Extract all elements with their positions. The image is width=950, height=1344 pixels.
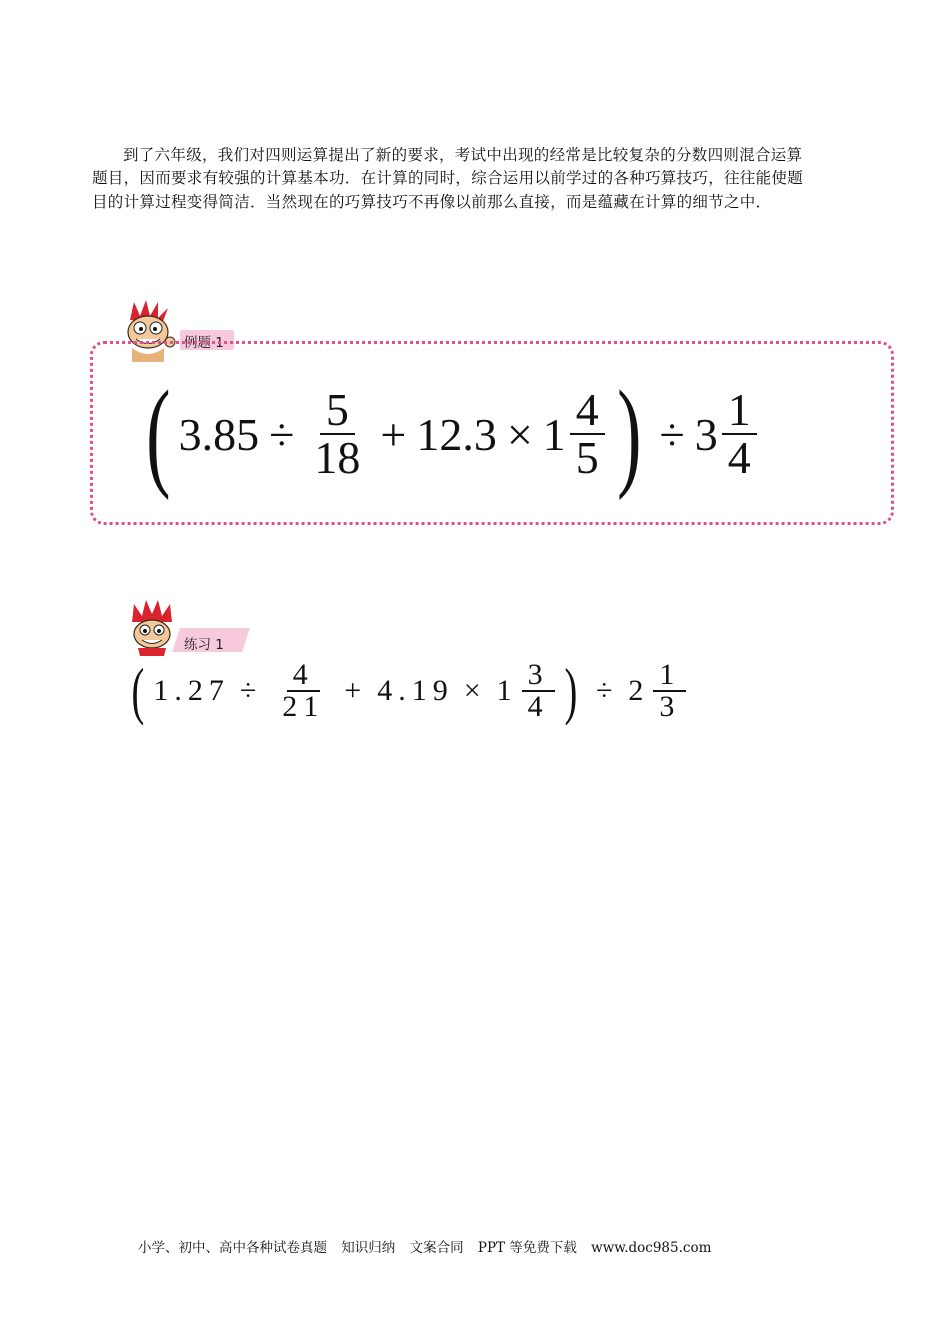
divide-symbol: ÷ bbox=[269, 408, 295, 460]
fraction-2 bbox=[570, 384, 605, 483]
fraction-1-numerator: 4 bbox=[287, 660, 320, 692]
fraction-1-denominator: 21 bbox=[282, 690, 325, 723]
fraction-3 bbox=[722, 384, 757, 483]
times-symbol: × bbox=[506, 408, 533, 460]
term-c-whole: 2 bbox=[628, 674, 650, 707]
fraction-3-numerator: 1 bbox=[653, 660, 686, 692]
term-a: 1.27 bbox=[153, 674, 230, 707]
footer-docs: 文案合同 bbox=[409, 1240, 464, 1256]
divide-symbol: ÷ bbox=[239, 674, 263, 707]
footer bbox=[138, 1236, 721, 1256]
fraction-2-numerator: 4 bbox=[570, 387, 605, 435]
footer-knowledge: 知识归纳 bbox=[341, 1240, 396, 1256]
fraction-2-numerator: 3 bbox=[522, 660, 555, 692]
times-symbol: × bbox=[463, 674, 487, 707]
fraction-3-denominator: 3 bbox=[659, 690, 681, 723]
fraction-3-numerator: 1 bbox=[722, 387, 757, 435]
plus-symbol: + bbox=[380, 408, 407, 460]
footer-ppt: PPT 等免费下载 bbox=[477, 1240, 577, 1256]
term-b: 4.19 bbox=[377, 674, 454, 707]
fraction-1 bbox=[276, 660, 330, 722]
fraction-2-denominator: 5 bbox=[575, 432, 599, 483]
example-expression: ( 3.85 ÷ $\frac{5}{18}$ + 12.3 × 1 $\frac{4}{5}$ ) ÷ 3 $\frac{1}{4}$ bbox=[138, 378, 761, 490]
term-c-whole: 3 bbox=[694, 408, 718, 460]
fraction-2 bbox=[522, 660, 555, 722]
term-a: 3.85 bbox=[178, 408, 260, 460]
plus-symbol: + bbox=[344, 674, 368, 707]
term-b: 12.3 bbox=[416, 408, 497, 460]
fraction-2-denominator: 4 bbox=[527, 690, 549, 723]
footer-site-link[interactable]: www.doc985.com bbox=[591, 1240, 712, 1256]
fraction-1 bbox=[308, 384, 366, 483]
mixed-whole: 1 bbox=[542, 408, 566, 460]
mascot-practice-icon bbox=[124, 598, 180, 656]
divide-symbol-2: ÷ bbox=[659, 408, 685, 460]
divide-symbol-2: ÷ bbox=[595, 674, 619, 707]
mixed-whole: 1 bbox=[496, 674, 518, 707]
fraction-3-denominator: 4 bbox=[727, 432, 751, 483]
fraction-3 bbox=[653, 660, 686, 722]
intro-paragraph: 到了六年级，我们对四则运算提出了新的要求，考试中出现的经常是比较复杂的分数四则混合运算题目，因而要求有较强的计算基本功．在计算的同时，综合运用以前学过的各种巧算技巧，往往能使题目的计算过程变得简洁．当然现在的巧算技巧不再像以前那么直接，而是蕴藏在计算的细节之中． bbox=[92, 145, 804, 211]
fraction-1-numerator: 5 bbox=[320, 387, 355, 435]
footer-categories: 小学、初中、高中各种试卷真题 bbox=[138, 1240, 327, 1256]
example-label: 例题 1 bbox=[184, 335, 224, 351]
practice-label: 练习 1 bbox=[184, 637, 224, 653]
practice-expression: ( 1.27 ÷ $\frac{4}{21}$ + 4.19 × 1 $\frac{3}{4}$ ) ÷ 2 $\frac{1}{3}$ bbox=[126, 664, 690, 718]
fraction-1-denominator: 18 bbox=[314, 432, 361, 483]
